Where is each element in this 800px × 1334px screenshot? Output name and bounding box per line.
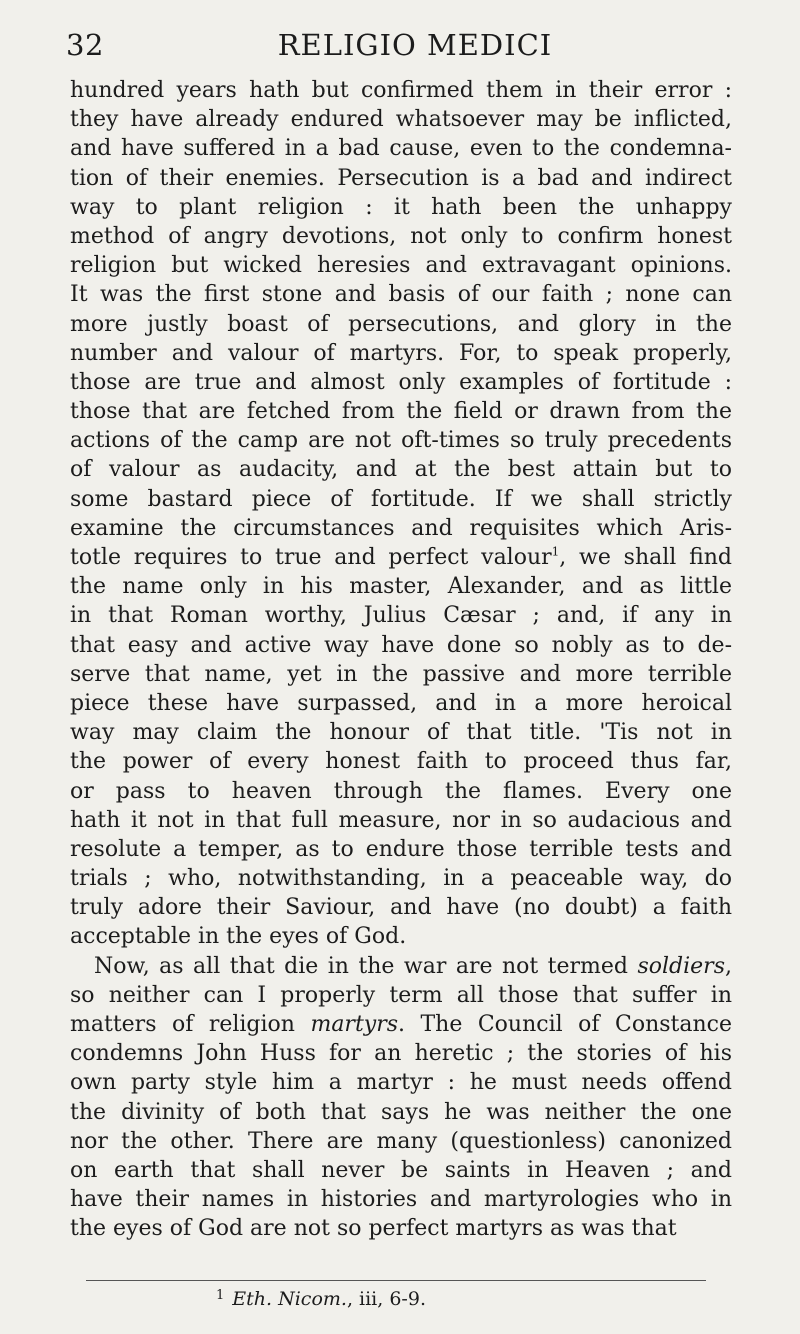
text-run: nor the other. There are many (questionless) canonized: [70, 1128, 732, 1154]
text-run: hundred years hath but confirmed them in their error :: [70, 78, 732, 103]
text-line: [70, 1156, 732, 1185]
text-run: method of angry devotions, not only to confirm honest: [70, 223, 732, 249]
text-run: It was the first stone and basis of our faith ; none can: [70, 282, 732, 308]
italic-text: Eth. Nicom.: [232, 1288, 347, 1310]
text-line: [70, 660, 732, 689]
text-run: those that are fetched from the field or drawn from the: [70, 399, 732, 425]
text-line: [70, 1185, 732, 1214]
text-line: [70, 893, 732, 922]
text-line: [70, 193, 732, 222]
text-run: they have already endured whatsoever may be inflicted,: [70, 107, 732, 133]
text-line: [70, 952, 732, 981]
text-run: that easy and active way have done so nobly as to de-: [70, 632, 732, 658]
text-line: [70, 631, 732, 660]
body-text: [70, 76, 732, 1244]
text-run: condemns John Huss for an heretic ; the stories of his: [70, 1041, 732, 1067]
text-run: , we shall find: [559, 545, 732, 570]
text-run: matters of religion: [70, 1012, 311, 1037]
text-run: in that Roman worthy, Julius Cæsar ; and, if any in: [70, 603, 732, 629]
text-run: , iii, 6-9.: [346, 1288, 426, 1310]
text-run: tion of their enemies. Persecution is a bad and indirect: [70, 165, 732, 191]
running-head: RELIGIO MEDICI: [277, 28, 553, 62]
text-line: [70, 1127, 732, 1156]
text-line: [70, 601, 732, 630]
text-line: [70, 543, 732, 572]
text-line: [70, 514, 732, 543]
text-line: [70, 981, 732, 1010]
footnote: [216, 1283, 426, 1312]
text-line: [70, 747, 732, 776]
text-run: Now, as all that die in the war are not termed: [94, 953, 638, 979]
text-line: [70, 426, 732, 455]
text-line: [70, 864, 732, 893]
text-line: [70, 777, 732, 806]
footnote-rule: [86, 1280, 706, 1281]
text-line: [70, 134, 732, 163]
italic-text: martyrs: [310, 1012, 399, 1037]
footnote-reference: 1: [551, 544, 560, 559]
text-line: [70, 1214, 732, 1243]
text-run: the eyes of God are not so perfect martyrs as was that: [70, 1216, 677, 1242]
text-line: [70, 1010, 732, 1039]
text-run: resolute a temper, as to endure those terrible tests and: [70, 836, 732, 862]
text-line: [70, 718, 732, 747]
text-line: [70, 572, 732, 601]
text-line: [70, 922, 732, 951]
text-run: on earth that shall never be saints in Heaven ; and: [70, 1157, 732, 1183]
text-run: so neither can I properly term all those that suffer in: [70, 982, 732, 1008]
text-run: way may claim the honour of that title. 'Tis not in: [70, 720, 732, 746]
text-line: [70, 397, 732, 426]
text-line: [70, 485, 732, 514]
italic-text: soldiers: [637, 953, 725, 979]
text-line: [70, 222, 732, 251]
text-line: [70, 835, 732, 864]
page-header: [66, 22, 734, 62]
text-run: ,: [725, 953, 732, 979]
text-run: . The Council of Constance: [398, 1012, 732, 1037]
text-run: truly adore their Saviour, and have (no doubt) a faith: [70, 895, 732, 921]
text-line: [70, 806, 732, 835]
text-line: [70, 164, 732, 193]
text-line: [70, 280, 732, 309]
paragraph: [70, 952, 732, 1244]
text-run: actions of the camp are not oft-times so truly precedents: [70, 428, 732, 454]
text-run: way to plant religion : it hath been the unhappy: [70, 194, 732, 220]
text-run: have their names in histories and martyrologies who in: [70, 1187, 732, 1213]
text-line: [70, 1098, 732, 1127]
text-run: totle requires to true and perfect valour: [70, 545, 552, 570]
text-run: trials ; who, notwithstanding, in a peaceable way, do: [70, 866, 732, 892]
text-line: [70, 368, 732, 397]
text-run: of valour as audacity, and at the best attain but to: [70, 457, 732, 483]
text-run: number and valour of martyrs. For, to speak properly,: [70, 340, 732, 366]
text-run: those are true and almost only examples of fortitude :: [70, 369, 732, 395]
text-run: piece these have surpassed, and in a more heroical: [70, 690, 732, 716]
text-run: or pass to heaven through the flames. Every one: [70, 778, 732, 804]
text-line: [70, 455, 732, 484]
footnote-mark: 1: [216, 1288, 225, 1303]
text-run: the name only in his master, Alexander, and as little: [70, 574, 732, 600]
text-run: acceptable in the eyes of God.: [70, 924, 407, 950]
paragraph: [70, 76, 732, 952]
text-run: own party style him a martyr : he must needs offend: [70, 1070, 732, 1096]
text-run: more justly boast of persecutions, and glory in the: [70, 311, 732, 337]
text-run: the divinity of both that says he was neither the one: [70, 1099, 732, 1125]
text-line: [70, 1039, 732, 1068]
text-run: examine the circumstances and requisites which Aris-: [70, 515, 732, 541]
text-run: some bastard piece of fortitude. If we shall strictly: [70, 486, 732, 512]
text-line: [70, 339, 732, 368]
text-run: religion but wicked heresies and extravagant opinions.: [70, 253, 732, 279]
text-run: serve that name, yet in the passive and more terrible: [70, 661, 732, 687]
text-run: the power of every honest faith to proceed thus far,: [70, 749, 732, 775]
text-line: [70, 76, 732, 105]
text-run: hath it not in that full measure, nor in so audacious and: [70, 807, 732, 833]
text-run: and have suffered in a bad cause, even to the condemna-: [70, 136, 732, 162]
text-line: [70, 105, 732, 134]
page-number: 32: [66, 28, 104, 62]
text-line: [70, 689, 732, 718]
text-line: [70, 251, 732, 280]
text-line: [70, 310, 732, 339]
text-line: [70, 1068, 732, 1097]
